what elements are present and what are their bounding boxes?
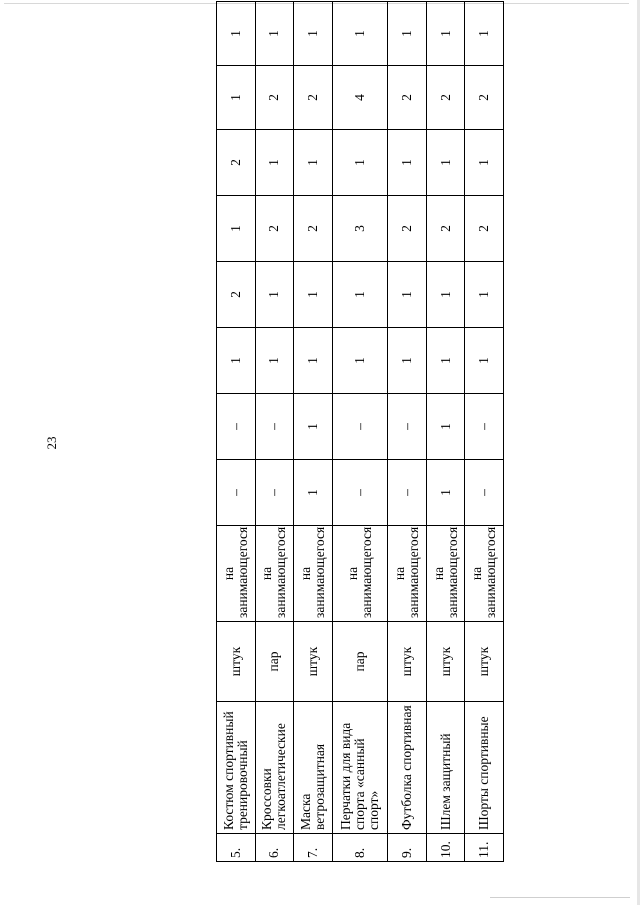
value-cell: – — [388, 460, 427, 526]
value-cell: 1 — [388, 328, 427, 394]
value-cell: 1 — [465, 2, 504, 66]
value-cell: 1 — [332, 130, 388, 196]
table-row — [255, 2, 294, 862]
per-cell: на занимающегося — [255, 526, 294, 622]
value-cell: 1 — [465, 130, 504, 196]
value-cell: 1 — [294, 2, 333, 66]
item-name: Маска ветрозащитная — [294, 702, 333, 834]
value-cell: 1 — [217, 196, 256, 262]
value-cell: 1 — [332, 328, 388, 394]
value-cell: 1 — [426, 262, 465, 328]
value-cell: 1 — [294, 328, 333, 394]
row-number: 10. — [426, 834, 465, 862]
value-cell: 1 — [255, 328, 294, 394]
row-number: 5. — [217, 834, 256, 862]
per-cell: на занимающегося — [294, 526, 333, 622]
value-cell: 1 — [426, 460, 465, 526]
value-cell: 1 — [255, 2, 294, 66]
value-cell: 1 — [217, 2, 256, 66]
value-cell: – — [217, 460, 256, 526]
table-row — [465, 2, 504, 862]
value-cell: – — [255, 394, 294, 460]
value-cell: 2 — [294, 196, 333, 262]
unit-cell: штук — [426, 622, 465, 702]
item-name: Кроссовки легкоатлетические — [255, 702, 294, 834]
table-row — [426, 2, 465, 862]
value-cell: 1 — [426, 328, 465, 394]
unit-cell: штук — [217, 622, 256, 702]
value-cell: 2 — [465, 196, 504, 262]
value-cell: – — [332, 460, 388, 526]
value-cell: 1 — [294, 460, 333, 526]
value-cell: 2 — [217, 262, 256, 328]
item-name: Футболка спортивная — [388, 702, 427, 834]
table-row — [332, 2, 388, 862]
value-cell: 1 — [388, 130, 427, 196]
row-number: 11. — [465, 834, 504, 862]
value-cell: 2 — [294, 66, 333, 130]
per-cell: на занимающегося — [388, 526, 427, 622]
item-name: Шлем защитный — [426, 702, 465, 834]
per-cell: на занимающегося — [426, 526, 465, 622]
value-cell: 1 — [332, 262, 388, 328]
bottom-border-line — [490, 897, 630, 898]
value-cell: 2 — [217, 130, 256, 196]
value-cell: 1 — [294, 394, 333, 460]
value-cell: 1 — [426, 2, 465, 66]
value-cell: – — [255, 460, 294, 526]
value-cell: 2 — [465, 66, 504, 130]
value-cell: 1 — [217, 66, 256, 130]
row-number: 8. — [332, 834, 388, 862]
page-number: 23 — [44, 436, 59, 450]
value-cell: – — [465, 394, 504, 460]
table-row — [294, 2, 333, 862]
value-cell: 1 — [426, 130, 465, 196]
value-cell: – — [465, 460, 504, 526]
row-number: 7. — [294, 834, 333, 862]
per-cell: на занимающегося — [465, 526, 504, 622]
value-cell: – — [388, 394, 427, 460]
value-cell: 1 — [426, 394, 465, 460]
value-cell: 1 — [255, 130, 294, 196]
table-row — [217, 2, 256, 862]
equipment-table — [216, 1, 504, 862]
table-row — [388, 2, 427, 862]
value-cell: 1 — [388, 262, 427, 328]
value-cell: 4 — [332, 66, 388, 130]
row-number: 9. — [388, 834, 427, 862]
value-cell: 2 — [426, 66, 465, 130]
item-name: Костюм спортивный тренировочный — [217, 702, 256, 834]
unit-cell: пар — [255, 622, 294, 702]
value-cell: 1 — [388, 2, 427, 66]
item-name: Перчатки для вида спорта «санный спорт» — [332, 702, 388, 834]
value-cell: 1 — [255, 262, 294, 328]
item-name: Шорты спортивные — [465, 702, 504, 834]
value-cell: 2 — [426, 196, 465, 262]
value-cell: 1 — [294, 262, 333, 328]
unit-cell: пар — [332, 622, 388, 702]
value-cell: 2 — [255, 66, 294, 130]
value-cell: 2 — [255, 196, 294, 262]
value-cell: – — [217, 394, 256, 460]
value-cell: 1 — [465, 328, 504, 394]
value-cell: 3 — [332, 196, 388, 262]
unit-cell: штук — [465, 622, 504, 702]
value-cell: 1 — [217, 328, 256, 394]
row-number: 6. — [255, 834, 294, 862]
value-cell: 2 — [388, 196, 427, 262]
value-cell: 1 — [294, 130, 333, 196]
value-cell: – — [332, 394, 388, 460]
unit-cell: штук — [294, 622, 333, 702]
value-cell: 1 — [332, 2, 388, 66]
rotated-table-wrapper — [216, 30, 504, 862]
per-cell: на занимающегося — [332, 526, 388, 622]
per-cell: на занимающегося — [217, 526, 256, 622]
value-cell: 2 — [388, 66, 427, 130]
unit-cell: штук — [388, 622, 427, 702]
value-cell: 1 — [465, 262, 504, 328]
